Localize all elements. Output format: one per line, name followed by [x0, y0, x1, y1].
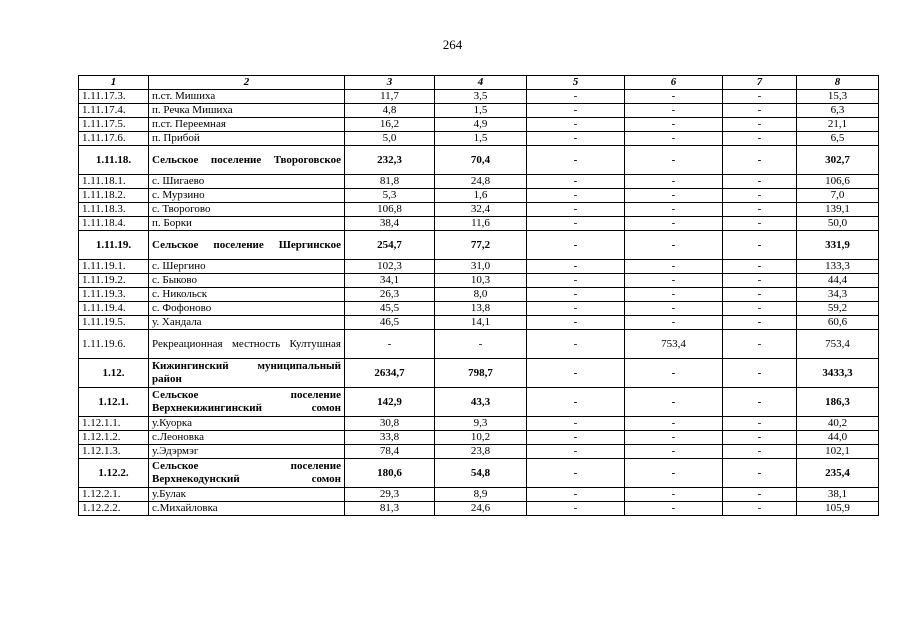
- row-value-cell: 24,8: [435, 175, 527, 189]
- column-header: 5: [527, 76, 625, 90]
- row-value-cell: 254,7: [345, 231, 435, 260]
- row-code-cell: 1.12.: [79, 359, 149, 388]
- row-value-cell: -: [435, 330, 527, 359]
- row-code-cell: 1.11.18.1.: [79, 175, 149, 189]
- column-header: 6: [625, 76, 723, 90]
- row-name-cell: п. Прибой: [149, 132, 345, 146]
- page-number: 264: [442, 37, 463, 52]
- table-row: [79, 118, 879, 132]
- row-value-cell: 753,4: [797, 330, 879, 359]
- row-value-cell: 26,3: [345, 288, 435, 302]
- row-value-cell: -: [723, 288, 797, 302]
- row-value-cell: 16,2: [345, 118, 435, 132]
- row-name-cell: с. Никольск: [149, 288, 345, 302]
- row-code-cell: 1.12.2.1.: [79, 488, 149, 502]
- row-value-cell: -: [625, 388, 723, 417]
- row-value-cell: -: [527, 231, 625, 260]
- row-value-cell: 32,4: [435, 203, 527, 217]
- row-name-text: Сельское поселение Шергинское: [152, 238, 341, 251]
- row-value-cell: 34,1: [345, 274, 435, 288]
- row-name-cell: с.Михайловка: [149, 502, 345, 516]
- row-code-cell: 1.12.1.: [79, 388, 149, 417]
- row-code-cell: 1.12.1.3.: [79, 445, 149, 459]
- row-value-cell: -: [723, 231, 797, 260]
- row-code-cell: 1.11.17.5.: [79, 118, 149, 132]
- row-value-cell: -: [723, 302, 797, 316]
- row-value-cell: 38,4: [345, 217, 435, 231]
- row-value-cell: 7,0: [797, 189, 879, 203]
- row-value-cell: -: [527, 217, 625, 231]
- table-row: [79, 445, 879, 459]
- row-value-cell: -: [527, 359, 625, 388]
- row-name-cell: с. Фофоново: [149, 302, 345, 316]
- row-name-cell: [149, 146, 345, 175]
- row-value-cell: 4,9: [435, 118, 527, 132]
- row-value-cell: -: [723, 502, 797, 516]
- row-name-text: Сельское поселение Верхнекодунский сомон: [152, 460, 341, 485]
- data-table: [78, 75, 879, 516]
- row-value-cell: -: [527, 175, 625, 189]
- row-code-cell: 1.11.18.3.: [79, 203, 149, 217]
- row-value-cell: -: [723, 445, 797, 459]
- row-value-cell: -: [625, 217, 723, 231]
- row-name-cell: с. Мурзино: [149, 189, 345, 203]
- row-code-cell: 1.12.1.2.: [79, 431, 149, 445]
- table-row: [79, 104, 879, 118]
- row-value-cell: -: [723, 431, 797, 445]
- row-value-cell: 54,8: [435, 459, 527, 488]
- row-value-cell: 70,4: [435, 146, 527, 175]
- row-value-cell: 5,0: [345, 132, 435, 146]
- row-value-cell: 139,1: [797, 203, 879, 217]
- row-value-cell: 133,3: [797, 260, 879, 274]
- table-row: [79, 217, 879, 231]
- row-value-cell: 24,6: [435, 502, 527, 516]
- row-value-cell: -: [527, 274, 625, 288]
- row-name-cell: [149, 388, 345, 417]
- row-value-cell: 8,0: [435, 288, 527, 302]
- row-value-cell: 77,2: [435, 231, 527, 260]
- row-code-cell: 1.11.17.4.: [79, 104, 149, 118]
- row-name-cell: у.Булак: [149, 488, 345, 502]
- row-value-cell: 34,3: [797, 288, 879, 302]
- row-value-cell: -: [625, 146, 723, 175]
- column-header: 1: [79, 76, 149, 90]
- row-value-cell: -: [527, 146, 625, 175]
- table-row: [79, 132, 879, 146]
- row-value-cell: -: [723, 146, 797, 175]
- row-value-cell: 753,4: [625, 330, 723, 359]
- row-value-cell: 10,2: [435, 431, 527, 445]
- row-value-cell: -: [527, 330, 625, 359]
- row-value-cell: 43,3: [435, 388, 527, 417]
- row-value-cell: 81,3: [345, 502, 435, 516]
- row-name-cell: с.Леоновка: [149, 431, 345, 445]
- table-row: [79, 388, 879, 417]
- row-name-cell: п. Борки: [149, 217, 345, 231]
- row-value-cell: 3,5: [435, 90, 527, 104]
- table-row: [79, 488, 879, 502]
- table-body: [79, 90, 879, 516]
- table-header-row: [79, 76, 879, 90]
- row-value-cell: -: [625, 175, 723, 189]
- row-value-cell: 6,5: [797, 132, 879, 146]
- row-value-cell: 8,9: [435, 488, 527, 502]
- row-value-cell: -: [625, 431, 723, 445]
- row-code-cell: 1.11.19.3.: [79, 288, 149, 302]
- row-value-cell: 78,4: [345, 445, 435, 459]
- row-value-cell: -: [625, 502, 723, 516]
- row-value-cell: 46,5: [345, 316, 435, 330]
- table-row: [79, 359, 879, 388]
- row-code-cell: 1.11.18.: [79, 146, 149, 175]
- row-value-cell: -: [527, 488, 625, 502]
- table-row: [79, 203, 879, 217]
- row-name-text: Сельское поселение Верхнекижингинский сомон: [152, 389, 341, 414]
- row-value-cell: 180,6: [345, 459, 435, 488]
- row-value-cell: -: [625, 274, 723, 288]
- table-row: [79, 274, 879, 288]
- row-value-cell: 6,3: [797, 104, 879, 118]
- row-value-cell: -: [527, 459, 625, 488]
- row-value-cell: -: [625, 417, 723, 431]
- row-code-cell: 1.11.17.3.: [79, 90, 149, 104]
- row-name-cell: п.ст. Мишиха: [149, 90, 345, 104]
- row-value-cell: -: [723, 118, 797, 132]
- row-value-cell: -: [723, 274, 797, 288]
- row-value-cell: 11,7: [345, 90, 435, 104]
- row-value-cell: -: [625, 189, 723, 203]
- row-value-cell: -: [345, 330, 435, 359]
- table-row: [79, 90, 879, 104]
- row-code-cell: 1.12.2.: [79, 459, 149, 488]
- row-value-cell: 1,6: [435, 189, 527, 203]
- row-value-cell: 15,3: [797, 90, 879, 104]
- row-value-cell: 60,6: [797, 316, 879, 330]
- row-value-cell: 13,8: [435, 302, 527, 316]
- row-value-cell: 1,5: [435, 104, 527, 118]
- row-code-cell: 1.11.19.5.: [79, 316, 149, 330]
- row-code-cell: 1.12.1.1.: [79, 417, 149, 431]
- row-code-cell: 1.11.19.4.: [79, 302, 149, 316]
- row-value-cell: -: [527, 189, 625, 203]
- row-value-cell: 1,5: [435, 132, 527, 146]
- row-code-cell: 1.11.19.6.: [79, 330, 149, 359]
- table-row: [79, 231, 879, 260]
- row-name-cell: с. Быково: [149, 274, 345, 288]
- row-code-cell: 1.11.18.4.: [79, 217, 149, 231]
- row-value-cell: -: [625, 90, 723, 104]
- row-value-cell: -: [527, 104, 625, 118]
- row-value-cell: -: [723, 459, 797, 488]
- row-value-cell: 2634,7: [345, 359, 435, 388]
- row-value-cell: -: [625, 302, 723, 316]
- row-value-cell: -: [527, 445, 625, 459]
- row-value-cell: -: [527, 203, 625, 217]
- row-value-cell: 105,9: [797, 502, 879, 516]
- row-value-cell: -: [527, 132, 625, 146]
- row-value-cell: -: [527, 288, 625, 302]
- row-value-cell: 102,1: [797, 445, 879, 459]
- row-value-cell: -: [723, 189, 797, 203]
- row-code-cell: 1.11.19.1.: [79, 260, 149, 274]
- row-name-cell: [149, 330, 345, 359]
- row-value-cell: -: [625, 359, 723, 388]
- table-row: [79, 459, 879, 488]
- row-value-cell: 31,0: [435, 260, 527, 274]
- table-row: [79, 502, 879, 516]
- row-value-cell: -: [625, 459, 723, 488]
- row-value-cell: -: [723, 104, 797, 118]
- row-value-cell: -: [625, 260, 723, 274]
- row-value-cell: 29,3: [345, 488, 435, 502]
- row-code-cell: 1.11.17.6.: [79, 132, 149, 146]
- row-value-cell: 186,3: [797, 388, 879, 417]
- row-value-cell: -: [527, 118, 625, 132]
- row-name-cell: п. Речка Мишиха: [149, 104, 345, 118]
- row-value-cell: -: [723, 175, 797, 189]
- row-value-cell: 45,5: [345, 302, 435, 316]
- row-value-cell: 33,8: [345, 431, 435, 445]
- row-value-cell: 10,3: [435, 274, 527, 288]
- row-name-cell: у.Эдэрмэг: [149, 445, 345, 459]
- row-value-cell: -: [723, 488, 797, 502]
- row-value-cell: -: [723, 316, 797, 330]
- row-value-cell: -: [723, 90, 797, 104]
- row-value-cell: 21,1: [797, 118, 879, 132]
- table-row: [79, 330, 879, 359]
- row-value-cell: 50,0: [797, 217, 879, 231]
- row-name-text: Сельское поселение Твороговское: [152, 153, 341, 166]
- row-value-cell: 142,9: [345, 388, 435, 417]
- row-value-cell: 44,4: [797, 274, 879, 288]
- row-value-cell: -: [723, 217, 797, 231]
- row-name-cell: с. Творогово: [149, 203, 345, 217]
- row-value-cell: -: [723, 359, 797, 388]
- column-header: 7: [723, 76, 797, 90]
- row-value-cell: -: [527, 431, 625, 445]
- row-value-cell: 302,7: [797, 146, 879, 175]
- row-value-cell: 331,9: [797, 231, 879, 260]
- row-value-cell: -: [527, 90, 625, 104]
- row-value-cell: -: [723, 330, 797, 359]
- row-code-cell: 1.11.19.: [79, 231, 149, 260]
- table-row: [79, 302, 879, 316]
- table-row: [79, 417, 879, 431]
- row-name-cell: [149, 459, 345, 488]
- row-value-cell: 81,8: [345, 175, 435, 189]
- row-value-cell: -: [527, 260, 625, 274]
- row-value-cell: -: [625, 445, 723, 459]
- row-value-cell: 3433,3: [797, 359, 879, 388]
- row-value-cell: -: [625, 104, 723, 118]
- row-name-cell: п.ст. Переемная: [149, 118, 345, 132]
- row-value-cell: -: [723, 260, 797, 274]
- row-value-cell: -: [723, 388, 797, 417]
- row-value-cell: 106,8: [345, 203, 435, 217]
- row-value-cell: -: [625, 288, 723, 302]
- table-row: [79, 146, 879, 175]
- row-value-cell: 40,2: [797, 417, 879, 431]
- row-value-cell: 14,1: [435, 316, 527, 330]
- row-value-cell: 798,7: [435, 359, 527, 388]
- row-value-cell: 59,2: [797, 302, 879, 316]
- table-row: [79, 175, 879, 189]
- row-name-text: Рекреационная местность Култушная: [152, 337, 341, 350]
- table-row: [79, 431, 879, 445]
- table-row: [79, 189, 879, 203]
- row-name-cell: [149, 359, 345, 388]
- column-header: 3: [345, 76, 435, 90]
- row-name-text: Кижингинский муниципальный район: [152, 360, 341, 385]
- row-code-cell: 1.12.2.2.: [79, 502, 149, 516]
- table-row: [79, 316, 879, 330]
- row-value-cell: 232,3: [345, 146, 435, 175]
- row-value-cell: 44,0: [797, 431, 879, 445]
- table-row: [79, 260, 879, 274]
- row-code-cell: 1.11.19.2.: [79, 274, 149, 288]
- row-value-cell: 11,6: [435, 217, 527, 231]
- row-value-cell: 23,8: [435, 445, 527, 459]
- column-header: 2: [149, 76, 345, 90]
- table-row: [79, 288, 879, 302]
- row-value-cell: 30,8: [345, 417, 435, 431]
- row-value-cell: 102,3: [345, 260, 435, 274]
- row-value-cell: 9,3: [435, 417, 527, 431]
- row-value-cell: -: [723, 132, 797, 146]
- row-name-cell: у. Хандала: [149, 316, 345, 330]
- row-value-cell: 38,1: [797, 488, 879, 502]
- row-value-cell: -: [527, 302, 625, 316]
- row-value-cell: -: [723, 203, 797, 217]
- row-code-cell: 1.11.18.2.: [79, 189, 149, 203]
- row-name-cell: [149, 231, 345, 260]
- row-value-cell: 4,8: [345, 104, 435, 118]
- row-value-cell: -: [527, 316, 625, 330]
- row-value-cell: 235,4: [797, 459, 879, 488]
- row-value-cell: -: [625, 316, 723, 330]
- row-value-cell: 5,3: [345, 189, 435, 203]
- row-name-cell: у.Куорка: [149, 417, 345, 431]
- row-value-cell: -: [625, 231, 723, 260]
- column-header: 8: [797, 76, 879, 90]
- row-value-cell: -: [625, 203, 723, 217]
- row-value-cell: -: [723, 417, 797, 431]
- row-value-cell: -: [527, 388, 625, 417]
- row-name-cell: с. Шигаево: [149, 175, 345, 189]
- row-name-cell: с. Шергино: [149, 260, 345, 274]
- row-value-cell: -: [625, 132, 723, 146]
- row-value-cell: 106,6: [797, 175, 879, 189]
- row-value-cell: -: [527, 502, 625, 516]
- column-header: 4: [435, 76, 527, 90]
- row-value-cell: -: [625, 488, 723, 502]
- row-value-cell: -: [625, 118, 723, 132]
- row-value-cell: -: [527, 417, 625, 431]
